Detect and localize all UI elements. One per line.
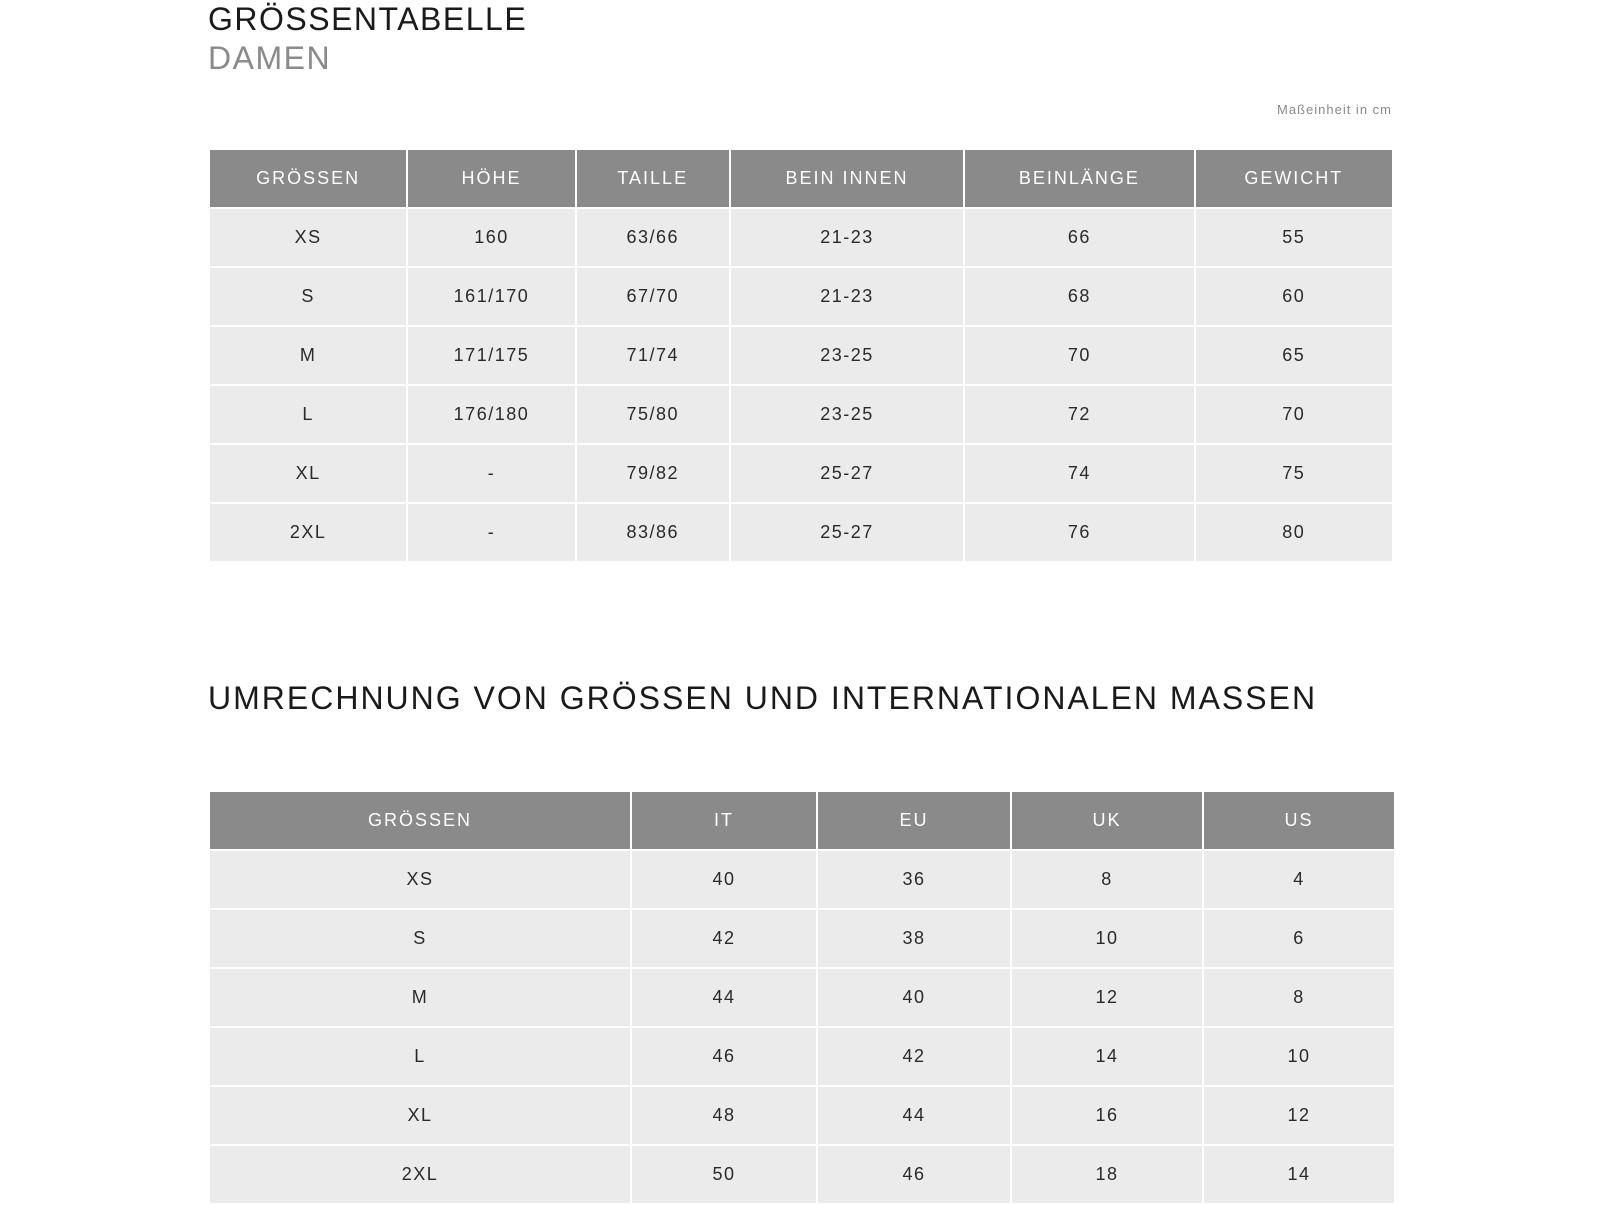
table-cell: 16	[1012, 1087, 1202, 1144]
table-cell: 10	[1204, 1028, 1394, 1085]
table-cell: 83/86	[577, 504, 729, 561]
table-cell: 2XL	[210, 504, 406, 561]
table-cell: L	[210, 1028, 630, 1085]
table-cell: 46	[818, 1146, 1010, 1203]
table-cell: 176/180	[408, 386, 574, 443]
conversion-heading: UMRECHNUNG VON GRÖSSEN UND INTERNATIONALEN MASSEN	[208, 680, 1318, 716]
table-cell: 10	[1012, 910, 1202, 967]
header-us: US	[1204, 792, 1394, 849]
table-cell: 12	[1204, 1087, 1394, 1144]
header-hoehe: HÖHE	[408, 150, 574, 207]
table-cell: 161/170	[408, 268, 574, 325]
table-cell: 46	[632, 1028, 816, 1085]
table-cell: 8	[1012, 851, 1202, 908]
table-cell: 8	[1204, 969, 1394, 1026]
table-cell: 171/175	[408, 327, 574, 384]
table-cell: M	[210, 969, 630, 1026]
table-cell: XS	[210, 851, 630, 908]
table-cell: 23-25	[731, 327, 963, 384]
table-cell: 75/80	[577, 386, 729, 443]
table-cell: -	[408, 504, 574, 561]
table-row	[210, 504, 1392, 561]
table-cell: 48	[632, 1087, 816, 1144]
table-cell: 70	[965, 327, 1193, 384]
header-groessen: GRÖSSEN	[210, 150, 406, 207]
table-cell: S	[210, 910, 630, 967]
table-row	[210, 1146, 1394, 1203]
table-cell: 50	[632, 1146, 816, 1203]
header-it: IT	[632, 792, 816, 849]
table-row	[210, 209, 1392, 266]
header-beinlaenge: BEINLÄNGE	[965, 150, 1193, 207]
page-subtitle: DAMEN	[208, 40, 332, 76]
table-cell: 70	[1196, 386, 1392, 443]
table-cell: 55	[1196, 209, 1392, 266]
table-cell: 42	[818, 1028, 1010, 1085]
table-cell: 14	[1012, 1028, 1202, 1085]
table-cell: XS	[210, 209, 406, 266]
table-cell: 6	[1204, 910, 1394, 967]
header-bein-innen: BEIN INNEN	[731, 150, 963, 207]
table-row	[210, 327, 1392, 384]
table-cell: 63/66	[577, 209, 729, 266]
table-cell: 25-27	[731, 445, 963, 502]
table-cell: 76	[965, 504, 1193, 561]
table-row	[210, 386, 1392, 443]
table-cell: 74	[965, 445, 1193, 502]
table-row	[210, 268, 1392, 325]
size-table	[208, 148, 1394, 563]
header-eu: EU	[818, 792, 1010, 849]
table-cell: 160	[408, 209, 574, 266]
table-cell: 36	[818, 851, 1010, 908]
table-cell: L	[210, 386, 406, 443]
header-uk: UK	[1012, 792, 1202, 849]
table-cell: 65	[1196, 327, 1392, 384]
table-cell: 2XL	[210, 1146, 630, 1203]
table-cell: 23-25	[731, 386, 963, 443]
header-gewicht: GEWICHT	[1196, 150, 1392, 207]
table-cell: S	[210, 268, 406, 325]
table-cell: 75	[1196, 445, 1392, 502]
table-row	[210, 1087, 1394, 1144]
table-header-row	[210, 792, 1394, 849]
unit-note: Maßeinheit in cm	[1277, 102, 1392, 117]
page-title: GRÖSSENTABELLE	[208, 1, 528, 37]
table-cell: 25-27	[731, 504, 963, 561]
table-cell: 40	[818, 969, 1010, 1026]
table-cell: 42	[632, 910, 816, 967]
table-cell: XL	[210, 445, 406, 502]
table-cell: 21-23	[731, 268, 963, 325]
table-cell: 67/70	[577, 268, 729, 325]
table-cell: 68	[965, 268, 1193, 325]
table-cell: -	[408, 445, 574, 502]
table-cell: 79/82	[577, 445, 729, 502]
table-row	[210, 445, 1392, 502]
table-cell: 12	[1012, 969, 1202, 1026]
conversion-table	[208, 790, 1396, 1205]
table-row	[210, 910, 1394, 967]
table-cell: 80	[1196, 504, 1392, 561]
table-cell: 71/74	[577, 327, 729, 384]
table-row	[210, 851, 1394, 908]
header-taille: TAILLE	[577, 150, 729, 207]
table-header-row	[210, 150, 1392, 207]
table-cell: 44	[818, 1087, 1010, 1144]
table-row	[210, 1028, 1394, 1085]
header-groessen: GRÖSSEN	[210, 792, 630, 849]
table-cell: 60	[1196, 268, 1392, 325]
table-cell: 66	[965, 209, 1193, 266]
table-cell: XL	[210, 1087, 630, 1144]
table-cell: 18	[1012, 1146, 1202, 1203]
table-cell: 38	[818, 910, 1010, 967]
table-cell: 21-23	[731, 209, 963, 266]
table-row	[210, 969, 1394, 1026]
table-cell: 44	[632, 969, 816, 1026]
table-cell: M	[210, 327, 406, 384]
table-cell: 40	[632, 851, 816, 908]
table-cell: 4	[1204, 851, 1394, 908]
table-cell: 14	[1204, 1146, 1394, 1203]
table-cell: 72	[965, 386, 1193, 443]
